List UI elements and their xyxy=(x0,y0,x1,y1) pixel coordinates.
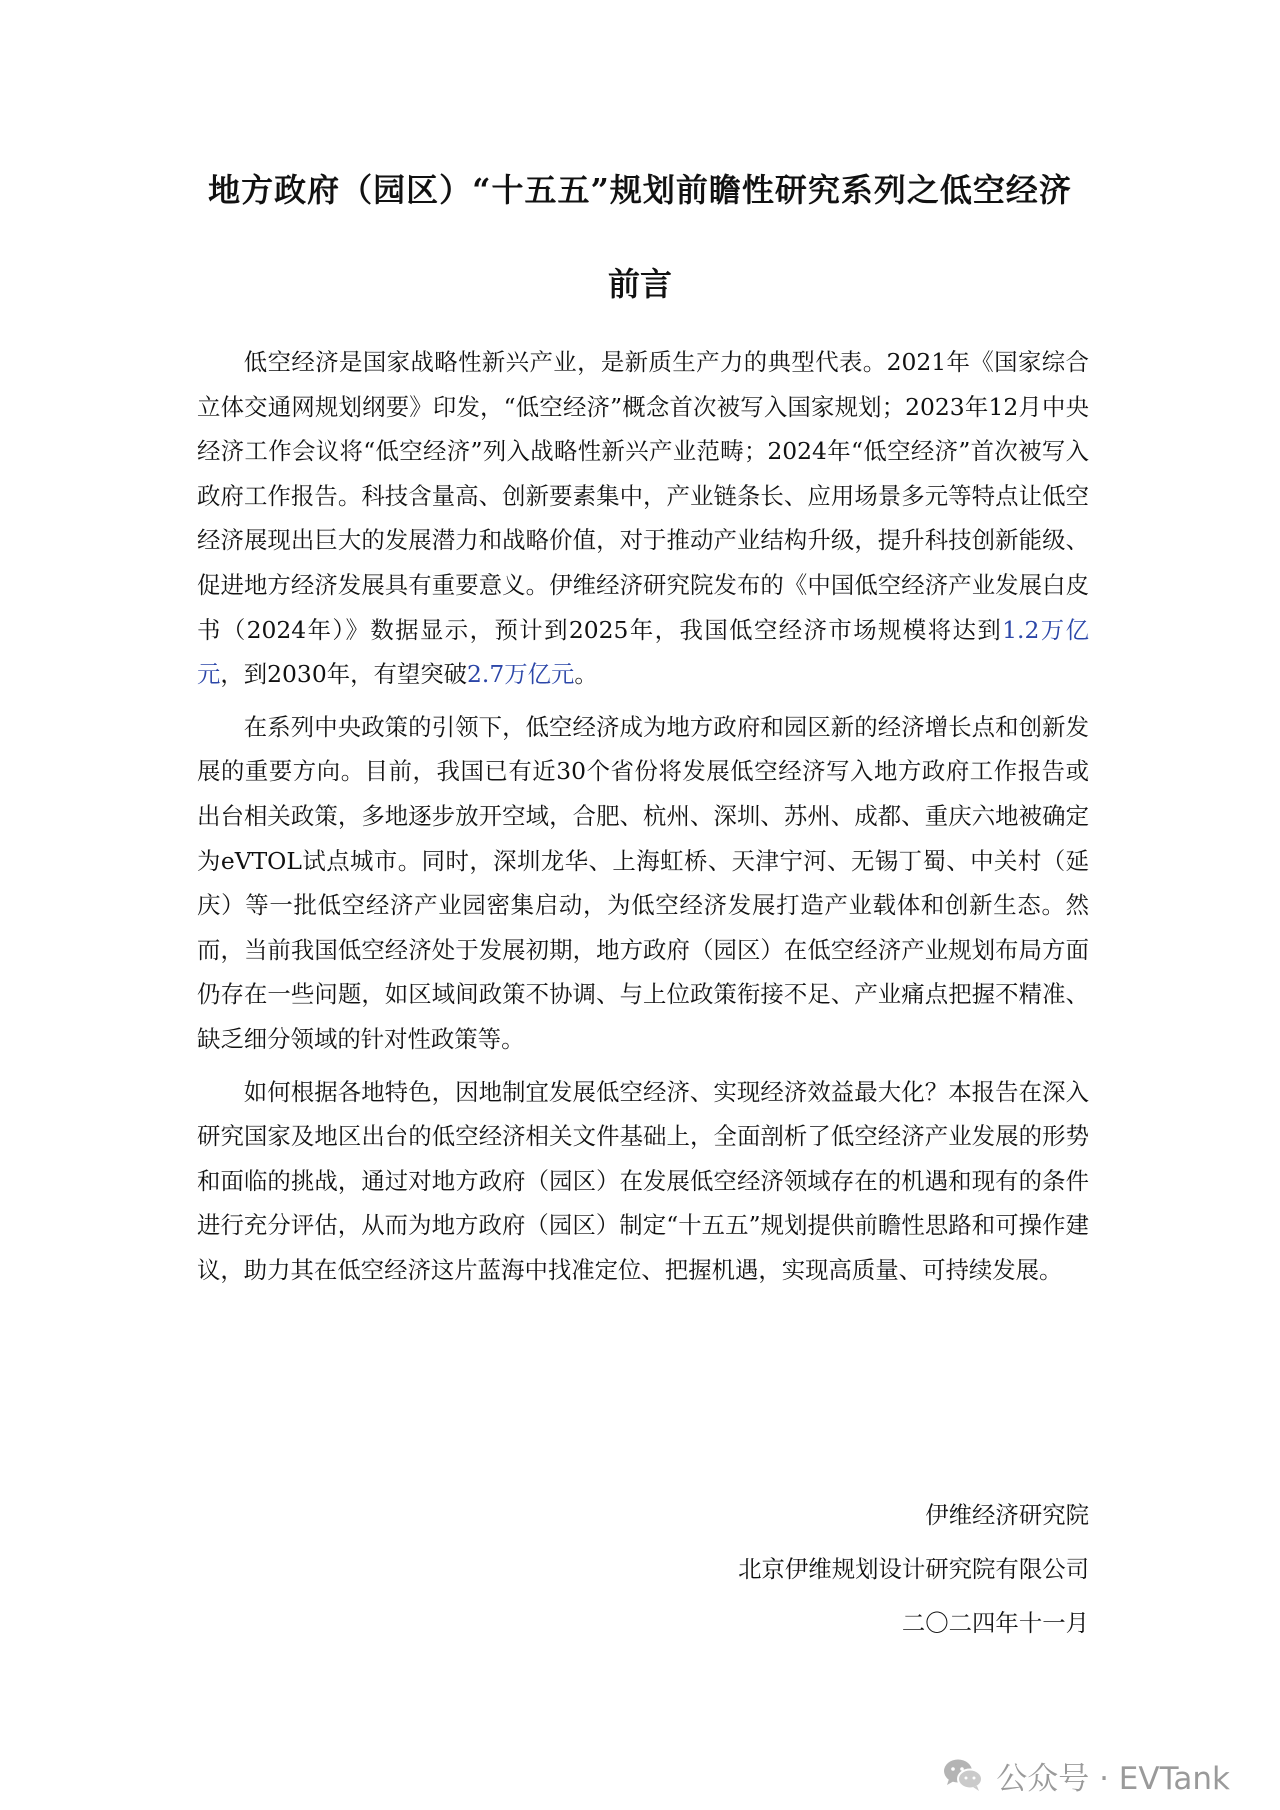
paragraph-1-text-a: 低空经济是国家战略性新兴产业，是新质生产力的典型代表。2021年《国家综合立体交通网规划纲要》印发，“低空经济”概念首次被写入国家规划；2023年12月中央经济工作会议将“低空经济”列入战略性新兴产业范畴；2024年“低空经济”首次被写入政府工作报告。科技含量高、创新要素集中，产业链条长、应用场景多元等特点让低空经济展现出巨大的发展潜力和战略价值，对于推动产业结构升级，提升科技创新能级、促进地方经济发展具有重要意义。伊维经济研究院发布的《中国低空经济产业发展白皮书（2024年）》数据显示，预计到2025年，我国低空经济市场规模将达到 xyxy=(197,348,1089,644)
market-size-2030: 2.7万亿元 xyxy=(467,660,575,689)
signature-block xyxy=(738,1488,1089,1650)
watermark xyxy=(942,1751,1230,1799)
paragraph-1-text-b: ，到2030年，有望突破 xyxy=(220,660,468,689)
signature-date: 二〇二四年十一月 xyxy=(901,1609,1089,1637)
document-title: 地方政府（园区）“十五五”规划前瞻性研究系列之低空经济 xyxy=(208,171,1072,209)
paragraph-2-text: 在系列中央政策的引领下，低空经济成为地方政府和园区新的经济增长点和创新发展的重要方向。目前，我国已有近30个省份将发展低空经济写入地方政府工作报告或出台相关政策，多地逐步放开空域，合肥、杭州、深圳、苏州、成都、重庆六地被确定为eVTOL试点城市。同时，深圳龙华、上海虹桥、天津宁河、无锡丁蜀、中关村（延庆）等一批低空经济产业园密集启动，为低空经济发展打造产业载体和创新生态。然而，当前我国低空经济处于发展初期，地方政府（园区）在低空经济产业规划布局方面仍存在一些问题，如区域间政策不协调、与上位政策衔接不足、产业痛点把握不精准、缺乏细分领域的针对性政策等。 xyxy=(197,712,1089,1053)
wechat-icon xyxy=(942,1757,984,1793)
paragraph-1-text-c: 。 xyxy=(574,660,598,689)
watermark-text: 公众号 · EVTank xyxy=(996,1760,1230,1797)
paragraph-3 xyxy=(197,1070,1089,1293)
body-text xyxy=(197,340,1089,1300)
signature-org-2: 北京伊维规划设计研究院有限公司 xyxy=(738,1555,1089,1583)
paragraph-1 xyxy=(197,340,1089,697)
market-size-2025: 1.2万亿元 xyxy=(197,615,1089,689)
paragraph-2 xyxy=(197,705,1089,1062)
signature-org-1: 伊维经济研究院 xyxy=(925,1501,1089,1529)
paragraph-3-text: 如何根据各地特色，因地制宜发展低空经济、实现经济效益最大化？本报告在深入研究国家及地区出台的低空经济相关文件基础上，全面剖析了低空经济产业发展的形势和面临的挑战，通过对地方政府（园区）在发展低空经济领域存在的机遇和现有的条件进行充分评估，从而为地方政府（园区）制定“十五五”规划提供前瞻性思路和可操作建议，助力其在低空经济这片蓝海中找准定位、把握机遇，实现高质量、可持续发展。 xyxy=(197,1077,1089,1284)
section-heading: 前言 xyxy=(607,265,672,303)
